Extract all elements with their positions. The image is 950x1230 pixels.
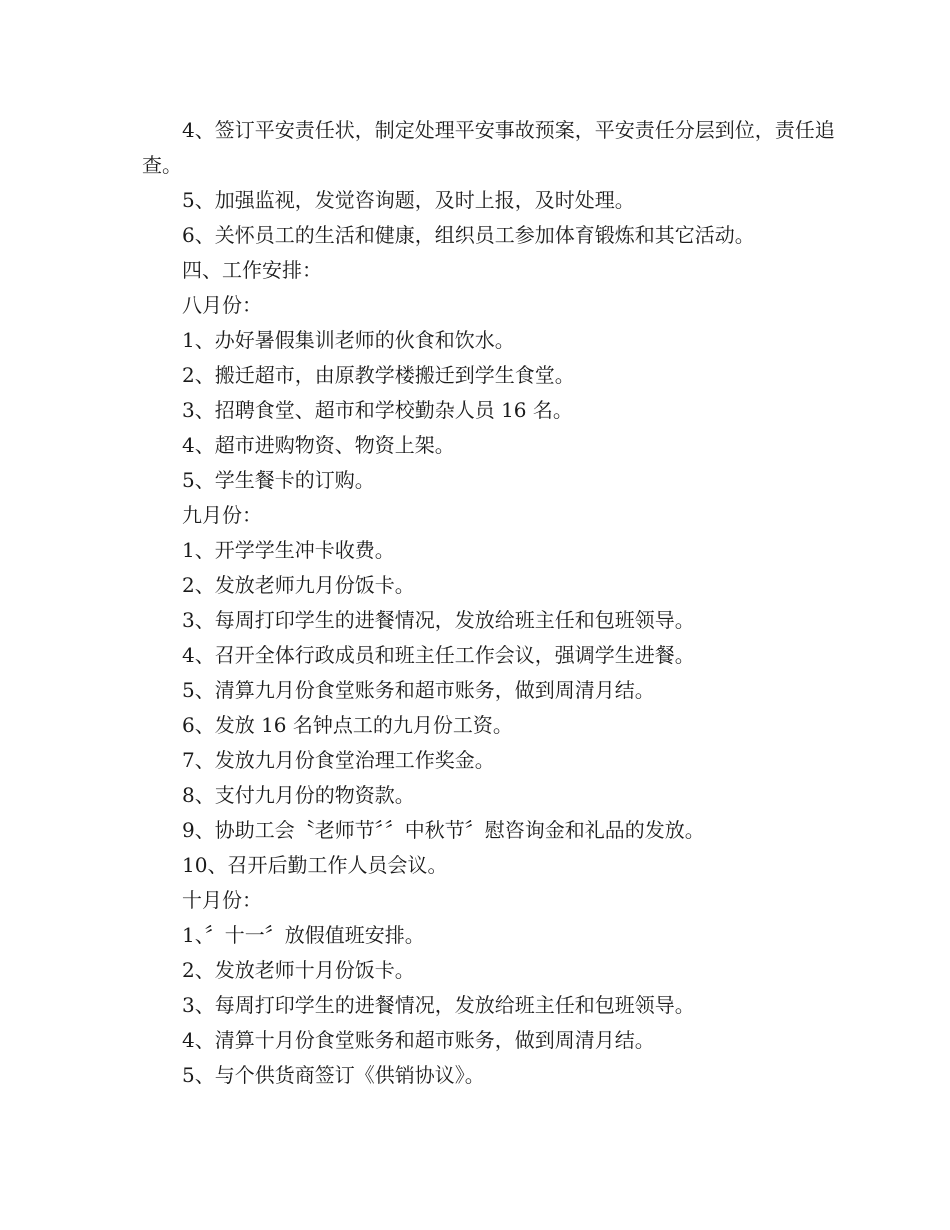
list-item: 9、协助工会〝老师节〞〞中秋节〞慰咨询金和礼品的发放。 — [182, 818, 705, 842]
month-heading-october: 十月份： — [182, 888, 262, 912]
list-item: 3、每周打印学生的进餐情况，发放给班主任和包班领导。 — [182, 993, 695, 1017]
paragraph-monitoring: 5、加强监视，发觉咨询题，及时上报，及时处理。 — [182, 188, 635, 212]
list-item: 1、〞十一〞放假值班安排。 — [182, 923, 425, 947]
section-heading-work-plan: 四、工作安排： — [182, 258, 322, 282]
list-item: 8、支付九月份的物资款。 — [182, 783, 415, 807]
list-item: 5、与个供货商签订《供销协议》。 — [182, 1063, 485, 1087]
list-item: 7、发放九月份食堂治理工作奖金。 — [182, 748, 495, 772]
list-item: 1、开学学生冲卡收费。 — [182, 538, 395, 562]
list-item: 5、学生餐卡的订购。 — [182, 468, 375, 492]
list-item: 2、搬迁超市，由原教学楼搬迁到学生食堂。 — [182, 363, 575, 387]
document-body — [142, 113, 842, 1093]
list-item: 5、清算九月份食堂账务和超市账务，做到周清月结。 — [182, 678, 655, 702]
list-item: 4、清算十月份食堂账务和超市账务，做到周清月结。 — [182, 1028, 655, 1052]
paragraph-safety-responsibility: 4、签订平安责任状，制定处理平安事故预案，平安责任分层到位，责任追查。 — [142, 118, 835, 177]
list-item: 3、每周打印学生的进餐情况，发放给班主任和包班领导。 — [182, 608, 695, 632]
list-item: 10、召开后勤工作人员会议。 — [182, 853, 448, 877]
month-heading-september: 九月份： — [182, 503, 262, 527]
month-heading-august: 八月份： — [182, 293, 262, 317]
list-item: 1、办好暑假集训老师的伙食和饮水。 — [182, 328, 515, 352]
list-item: 2、发放老师九月份饭卡。 — [182, 573, 415, 597]
list-item: 4、超市进购物资、物资上架。 — [182, 433, 455, 457]
list-item: 3、招聘食堂、超市和学校勤杂人员 16 名。 — [182, 398, 573, 422]
list-item: 4、召开全体行政成员和班主任工作会议，强调学生进餐。 — [182, 643, 695, 667]
list-item: 2、发放老师十月份饭卡。 — [182, 958, 415, 982]
list-item: 6、发放 16 名钟点工的九月份工资。 — [182, 713, 513, 737]
paragraph-staff-care: 6、关怀员工的生活和健康，组织员工参加体育锻炼和其它活动。 — [182, 223, 755, 247]
